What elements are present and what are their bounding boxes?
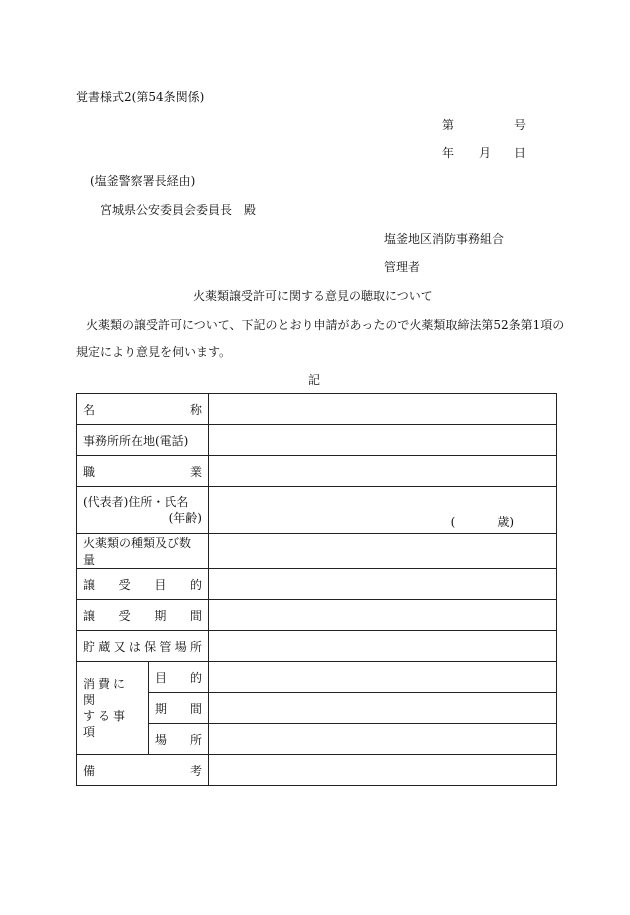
row-period bbox=[77, 600, 557, 631]
number-prefix: 第 bbox=[442, 118, 455, 132]
value-remarks[interactable] bbox=[209, 755, 557, 786]
value-consumption-place[interactable] bbox=[209, 724, 557, 755]
ki-heading: 記 bbox=[308, 373, 321, 387]
row-purpose bbox=[77, 569, 557, 600]
value-kind-qty[interactable] bbox=[209, 534, 557, 569]
row-consumption-place bbox=[77, 724, 557, 755]
via-police: (塩釜警察署長経由) bbox=[90, 174, 196, 188]
value-consumption-purpose[interactable] bbox=[209, 662, 557, 693]
age-slot: ( 歳) bbox=[450, 515, 514, 529]
sender-org: 塩釜地区消防事務組合 bbox=[384, 232, 505, 246]
value-consumption-period[interactable] bbox=[209, 693, 557, 724]
sender-title: 管理者 bbox=[384, 260, 421, 274]
value-occupation[interactable] bbox=[209, 456, 557, 487]
label-purpose: 譲 受 目 的 bbox=[77, 569, 209, 600]
row-storage bbox=[77, 631, 557, 662]
label-consumption: 消費に関 する事項 bbox=[77, 662, 149, 755]
row-name bbox=[77, 394, 557, 425]
sub-label-purpose: 目 的 bbox=[149, 662, 209, 693]
form-title: 覚書様式2(第54条関係) bbox=[76, 90, 205, 104]
row-remarks bbox=[77, 755, 557, 786]
value-representative[interactable] bbox=[209, 487, 557, 534]
label-storage: 貯 蔵 又 は 保 管 場 所 bbox=[77, 631, 209, 662]
row-consumption-purpose bbox=[77, 662, 557, 693]
date-month: 月 bbox=[479, 146, 492, 160]
label-remarks: 備 考 bbox=[77, 755, 209, 786]
label-occupation: 職 業 bbox=[77, 456, 209, 487]
date-year: 年 bbox=[442, 146, 455, 160]
label-period: 譲 受 期 間 bbox=[77, 600, 209, 631]
sub-label-place: 場 所 bbox=[149, 724, 209, 755]
label-representative: (代表者)住所・氏名 (年齢) bbox=[77, 487, 209, 534]
label-office-address: 事務所所在地(電話) bbox=[77, 425, 209, 456]
addressee: 宮城県公安委員会委員長 殿 bbox=[100, 203, 257, 217]
application-table bbox=[76, 393, 557, 786]
body-line-1: 火薬類の譲受許可について、下記のとおり申請があったので火薬類取締法第52条第1項の bbox=[86, 318, 565, 332]
row-office-address bbox=[77, 425, 557, 456]
value-purpose[interactable] bbox=[209, 569, 557, 600]
row-occupation bbox=[77, 456, 557, 487]
row-kind-qty bbox=[77, 534, 557, 569]
label-kind-qty: 火薬類の種類及び数量 bbox=[77, 534, 209, 569]
body-line-2: 規定により意見を伺います。 bbox=[76, 345, 232, 359]
label-name: 名 称 bbox=[77, 394, 209, 425]
sub-label-period: 期 間 bbox=[149, 693, 209, 724]
value-office-address[interactable] bbox=[209, 425, 557, 456]
subject: 火薬類譲受許可に関する意見の聴取について bbox=[193, 289, 433, 303]
value-name[interactable] bbox=[209, 394, 557, 425]
row-representative bbox=[77, 487, 557, 534]
number-suffix: 号 bbox=[514, 118, 527, 132]
value-period[interactable] bbox=[209, 600, 557, 631]
date-day: 日 bbox=[514, 146, 527, 160]
value-storage[interactable] bbox=[209, 631, 557, 662]
row-consumption-period bbox=[77, 693, 557, 724]
